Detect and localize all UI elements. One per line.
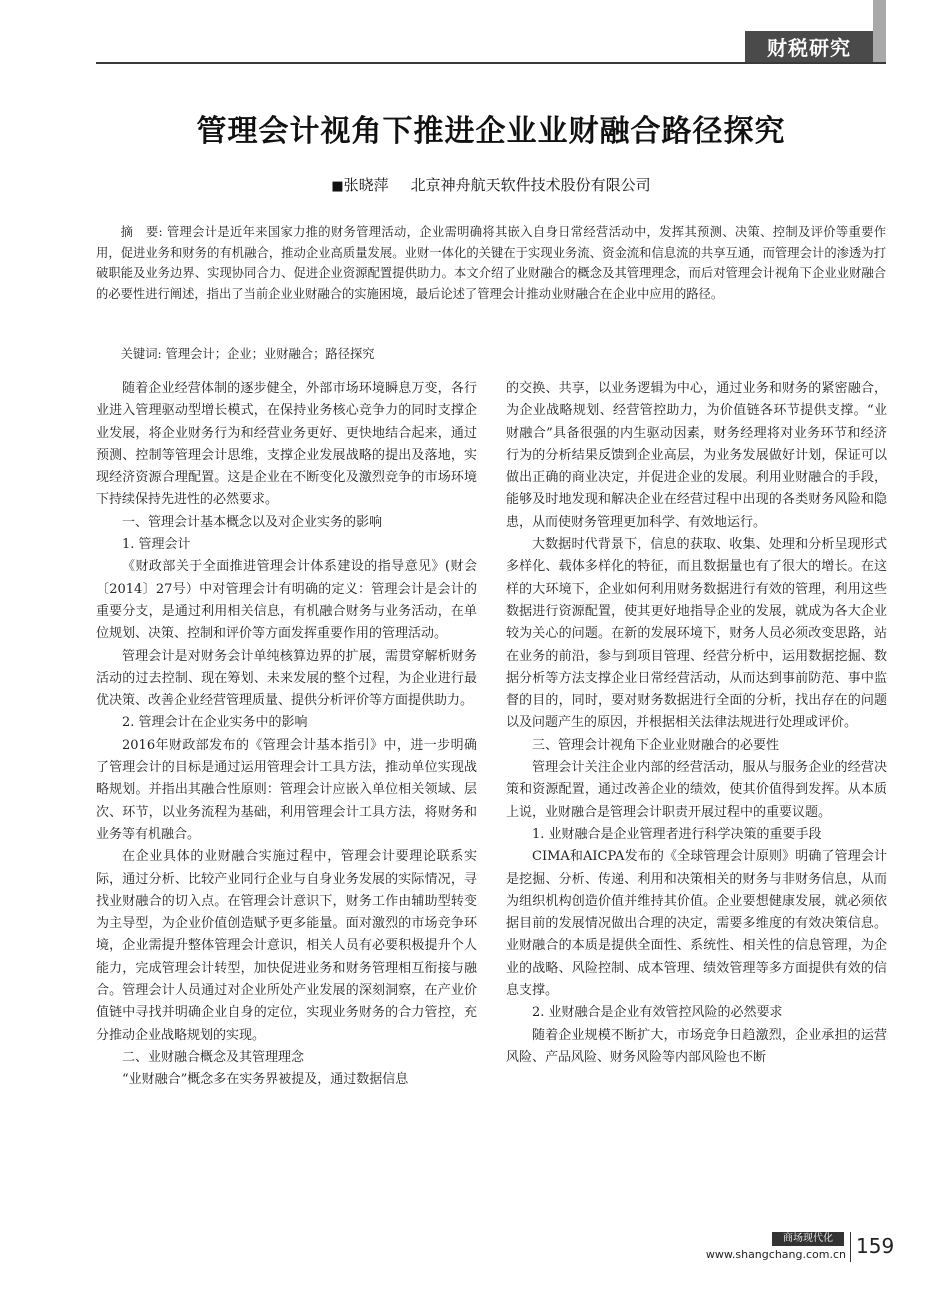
paragraph: 随着企业规模不断扩大，市场竞争日趋激烈，企业承担的运营风险、产品风险、财务风险等内部风险也不断	[506, 1027, 887, 1065]
header-edge-bar	[873, 0, 886, 62]
paragraph: 管理会计关注企业内部的经营活动，服从与服务企业的经营决策和资源配置，通过改善企业的绩效，使其价值得到发挥。从本质上说，业财融合是管理会计职责开展过程中的重要议题。	[506, 760, 887, 820]
subsection-heading: 1. 管理会计	[122, 537, 191, 553]
section-heading: 二、业财融合概念及其管理理念	[122, 1049, 305, 1065]
byline	[96, 174, 886, 195]
paragraph: 管理会计是对财务会计单纯核算边界的扩展，需贯穿解析财务活动的过去控制、现在筹划、未来发展的整个过程，为企业进行最优决策、改善企业经营管理质量、提供分析评价等方面提供助力。	[96, 648, 477, 709]
section-heading: 三、管理会计视角下企业业财融合的必要性	[532, 737, 780, 753]
paragraph: 的交换、共享，以业务逻辑为中心，通过业务和财务的紧密融合，为企业战略规划、经营管控助力，为价值链各环节提供支撑。“业财融合”具备很强的内生驱动因素，财务经理将对业务环节和经济行为的分析结果反馈到企业高层，为业务发展做好计划，保证可以做出正确的商业决定，并促进企业的发展。利用业财融合的手段，能够及时地发现和解决企业在经营过程中出现的各类财务风险和隐患，从而使财务管理更加科学、有效地运行。	[506, 381, 887, 530]
paragraph: 随着企业经营体制的逐步健全，外部市场环境瞬息万变，各行业进入管理驱动型增长模式，在保持业务核心竞争力的同时支撑企业发展，将企业财务行为和经营业务更好、更快地结合起来，通过预测、控制等管理会计思维，支撑企业发展战略的提出及落地，实现经济资源合理配置。这是企业在不断变化及激烈竞争的市场环境下持续保持先进性的必然要求。	[96, 381, 477, 508]
header-rule	[96, 62, 886, 64]
section-heading: 一、管理会计基本概念以及对企业实务的影响	[122, 514, 383, 530]
paragraph: 大数据时代背景下，信息的获取、收集、处理和分析呈现形式多样化、载体多样化的特征，而且数据量也有了很大的增长。在这样的大环境下，企业如何利用财务数据进行有效的管理，利用这些数据进行资源配置，使其更好地指导企业的发展，就成为各大企业较为关心的问题。在新的发展环境下，财务人员必须改变思路，站在业务的前沿，参与到项目管理、经营分析中，运用数据挖掘、数据分析等方法支撑企业日常经营活动，从而达到事前防范、事中监督的目的，同时，要对财务数据进行全面的分析，找出存在的问题以及问题产生的原因，并根据相关法律法规进行处理或评价。	[506, 537, 887, 731]
journal-url: www.shangchang.com.cn	[705, 1248, 846, 1261]
paragraph: 在企业具体的业财融合实施过程中，管理会计要理论联系实际，通过分析、比较产业同行企业与自身业务发展的实际情况，寻找业财融合的切入点。在管理会计意识下，财务工作由辅助型转变为主导型，为企业价值创造赋予更多能量。面对激烈的市场竞争环境，企业需提升整体管理会计意识，相关人员有必要积极提升个人能力，完成管理会计转型，加快促进业务和财务管理相互衔接与融合。管理会计人员通过对企业所处产业发展的深刻洞察，在产业价值链中寻找并明确企业自身的定位，实现业务财务的合力管控，充分推动企业战略规划的实现。	[96, 849, 477, 1043]
journal-logo: 商场现代化	[772, 1232, 844, 1246]
subsection-heading: 2. 管理会计在企业实务中的影响	[122, 715, 308, 731]
author-affiliation: 北京神舟航天软件技术股份有限公司	[410, 176, 651, 194]
article-title: 管理会计视角下推进企业业财融合路径探究	[196, 114, 786, 149]
abstract	[96, 222, 886, 304]
section-tag: 财税研究	[745, 31, 873, 62]
paragraph: CIMA和AICPA发布的《全球管理会计原则》明确了管理会计是挖掘、分析、传递、利用和决策相关的财务与非财务信息，从而为组织机构创造价值并维持其价值。企业要想健康发展，就必须依据目前的发展情况做出合理的决定，需要多维度的有效决策信息。业财融合的本质是提供全面性、系统性、相关性的信息管理，为企业的战略、风险控制、成本管理、绩效管理等多方面提供有效的信息支撑。	[506, 849, 887, 999]
body-left-column	[96, 378, 477, 1092]
paragraph: “业财融合”概念多在实务界被提及，通过数据信息	[122, 1072, 409, 1088]
paragraph: 2016年财政部发布的《管理会计基本指引》中，进一步明确了管理会计的目标是通过运用管理会计工具方法，推动单位实现战略规划。并指出其融合性原则：管理会计应嵌入单位相关领域、层次、环节，以业务流程为基础，利用管理会计工具方法，将财务和业务等有机融合。	[96, 737, 477, 842]
paragraph: 《财政部关于全面推进管理会计体系建设的指导意见》(财会〔2014〕27号）中对管理会计有明确的定义：管理会计是会计的重要分支，是通过利用相关信息，有机融合财务与业务活动，在单位规划、决策、控制和评价等方面发挥重要作用的管理活动。	[96, 559, 477, 642]
subsection-heading: 2. 业财融合是企业有效管控风险的必然要求	[532, 1005, 783, 1021]
subsection-heading: 1. 业财融合是企业管理者进行科学决策的重要手段	[532, 826, 822, 842]
body-right-column	[506, 378, 887, 1069]
keywords: 关键词: 管理会计；企业；业财融合；路径探究	[120, 347, 375, 361]
author-name: 张晓萍	[343, 176, 389, 194]
author-marker-icon: ■	[331, 179, 344, 194]
abstract-text: 摘 要: 管理会计是近年来国家力推的财务管理活动，企业需明确将其嵌入自身日常经营活动中，发挥其预测、决策、控制及评价等重要作用，促进业务和财务的有机融合，推动企业高质量发展。业财一体化的关键在于实现业务流、资金流和信息流的共享互通，而管理会计的渗透为打破职能及业务边界、实现协同合力、促进企业资源配置提供助力。本文介绍了业财融合的概念及其管理理念，而后对管理会计视角下企业业财融合的必要性进行阐述，指出了当前企业业财融合的实施困境，最后论述了管理会计推动业财融合在企业中应用的路径。	[96, 225, 886, 301]
footer-divider	[850, 1232, 851, 1262]
page-number: 159	[856, 1234, 895, 1258]
